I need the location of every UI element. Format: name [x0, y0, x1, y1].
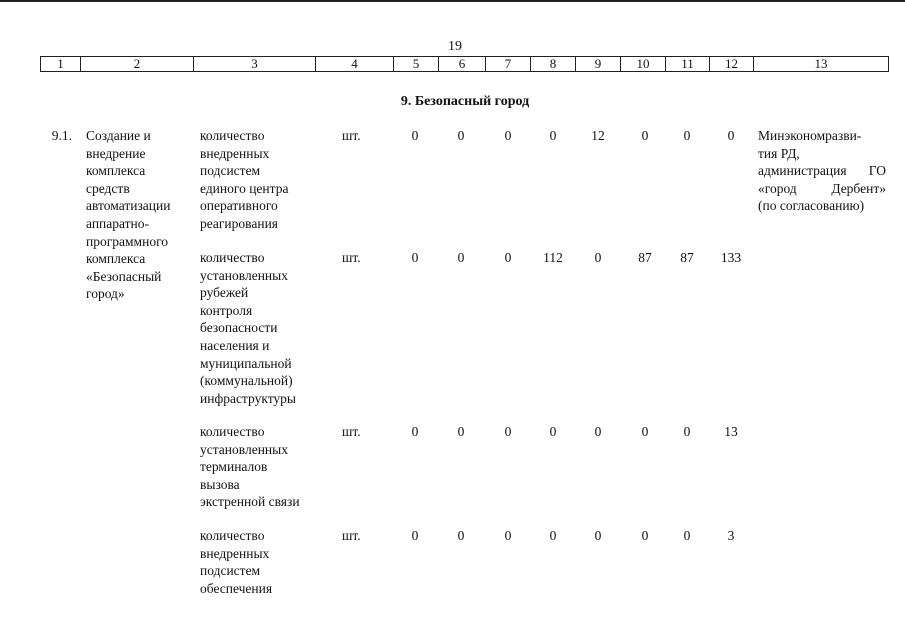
header-col-13: 13: [814, 56, 828, 71]
indicator-value-col-6: 0: [457, 128, 465, 143]
header-col-11: 11: [666, 57, 710, 71]
indicator-value-col-12: 3: [727, 528, 735, 543]
indicator-value-col-5: 0: [411, 528, 419, 543]
indicator-value-col-6: 0: [457, 528, 465, 543]
header-col-1: 1: [41, 57, 81, 71]
indicator-value-col-11: 0: [683, 424, 691, 439]
responsible-org: [758, 127, 886, 215]
indicator-value-col-9: 0: [594, 528, 602, 543]
header-col-2: 2: [81, 57, 194, 71]
responsible-line-4: «город Дербент»: [758, 180, 886, 196]
responsible-line-1: Минэкономразви-: [758, 128, 862, 143]
indicator-value-col-8: 112: [543, 250, 563, 265]
indicator-unit: шт.: [342, 250, 361, 265]
indicator-value-col-12: 13: [724, 424, 738, 439]
indicator-value-col-9: 0: [594, 250, 602, 265]
responsible-line-3: администрация ГО: [758, 163, 886, 179]
indicator-value-col-7: 0: [504, 528, 512, 543]
page-number: 19: [448, 39, 462, 54]
indicator-value-col-6: 0: [457, 250, 465, 265]
indicator-value-col-10: 0: [641, 128, 649, 143]
indicator-value-col-8: 0: [549, 528, 557, 543]
indicator-name: количество установленных рубежей контроля безопасности населения и муниципальной (коммунальной) инфраструктуры: [200, 250, 296, 406]
header-col-6: 6: [439, 57, 486, 71]
header-col-12: 12: [710, 57, 754, 71]
header-col-5: 5: [394, 57, 439, 71]
header-col-8: 8: [531, 57, 576, 71]
indicator-value-col-7: 0: [504, 128, 512, 143]
responsible-line-2: тия РД,: [758, 145, 800, 161]
indicator-value-col-9: 12: [591, 128, 605, 143]
indicator-value-col-5: 0: [411, 424, 419, 439]
indicator-name: количество внедренных подсистем единого центра оперативного реагирования: [200, 128, 289, 231]
indicator-value-col-5: 0: [411, 128, 419, 143]
indicator-unit: шт.: [342, 128, 361, 143]
indicator-value-col-12: 0: [727, 128, 735, 143]
indicator-name: количество установленных терминалов вызова экстренной связи: [200, 424, 300, 510]
indicator-value-col-11: 0: [683, 128, 691, 143]
column-number-header: [40, 56, 889, 72]
indicator-value-col-11: 0: [683, 528, 691, 543]
indicator-value-col-11: 87: [680, 250, 694, 265]
page-top-border: [0, 0, 905, 2]
header-col-7: 7: [486, 57, 531, 71]
indicator-value-col-8: 0: [549, 128, 557, 143]
indicator-value-col-7: 0: [504, 250, 512, 265]
responsible-line-5: (по согласованию): [758, 198, 865, 214]
section-title: 9. Безопасный город: [400, 94, 530, 109]
header-col-9: 9: [576, 57, 621, 71]
indicator-value-col-7: 0: [504, 424, 512, 439]
header-col-3: 3: [194, 57, 316, 71]
indicator-value-col-12: 133: [720, 250, 742, 265]
indicator-value-col-6: 0: [457, 424, 465, 439]
indicator-unit: шт.: [342, 424, 361, 439]
item-number: 9.1.: [51, 128, 72, 143]
header-col-4: 4: [316, 57, 394, 71]
indicator-value-col-9: 0: [594, 424, 602, 439]
header-col-10: 10: [621, 57, 666, 71]
indicator-value-col-5: 0: [411, 250, 419, 265]
indicator-unit: шт.: [342, 528, 361, 543]
indicator-value-col-10: 0: [641, 528, 649, 543]
indicator-value-col-10: 0: [641, 424, 649, 439]
indicator-name: количество внедренных подсистем обеспечения: [200, 528, 273, 596]
indicator-value-col-8: 0: [549, 424, 557, 439]
indicator-value-col-10: 87: [638, 250, 652, 265]
item-name: Создание и внедрение комплекса средств автоматизации аппаратно- программного комплекса «Безопасный город»: [86, 128, 171, 302]
